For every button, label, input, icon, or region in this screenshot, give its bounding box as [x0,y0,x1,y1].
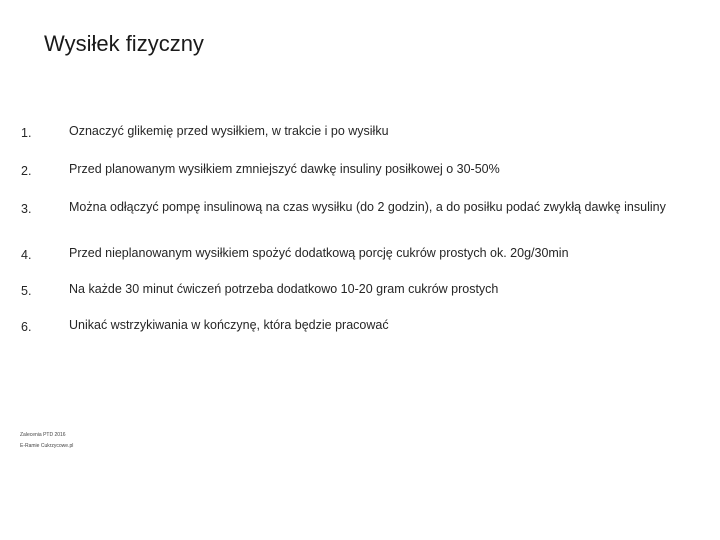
list-item-number: 5. [21,284,32,298]
footnote-source: Zalecenia PTD 2016 [20,432,66,438]
slide-title: Wysiłek fizyczny [44,31,204,56]
list-item-text: Można odłączyć pompę insulinową na czas wysiłku (do 2 godzin), a do posiłku podać zwykłą dawkę insuliny [69,200,666,214]
list-item-number: 6. [21,320,32,334]
list-item-text: Na każde 30 minut ćwiczeń potrzeba dodatkowo 10-20 gram cukrów prostych [69,282,499,296]
list-item-number: 1. [21,126,32,140]
list-item-text: Przed planowanym wysiłkiem zmniejszyć dawkę insuliny posiłkowej o 30-50% [69,162,500,176]
list-item-text: Unikać wstrzykiwania w kończynę, która będzie pracować [69,318,389,332]
footnote-source: E-Ramie Cukrzycowe.pl [20,443,74,449]
list-item-text: Przed nieplanowanym wysiłkiem spożyć dodatkową porcję cukrów prostych ok. 20g/30min [69,246,569,260]
list-item-number: 3. [21,202,32,216]
list-item-text: Oznaczyć glikemię przed wysiłkiem, w trakcie i po wysiłku [69,124,389,138]
list-item-number: 4. [21,248,32,262]
list-item-number: 2. [21,164,32,178]
